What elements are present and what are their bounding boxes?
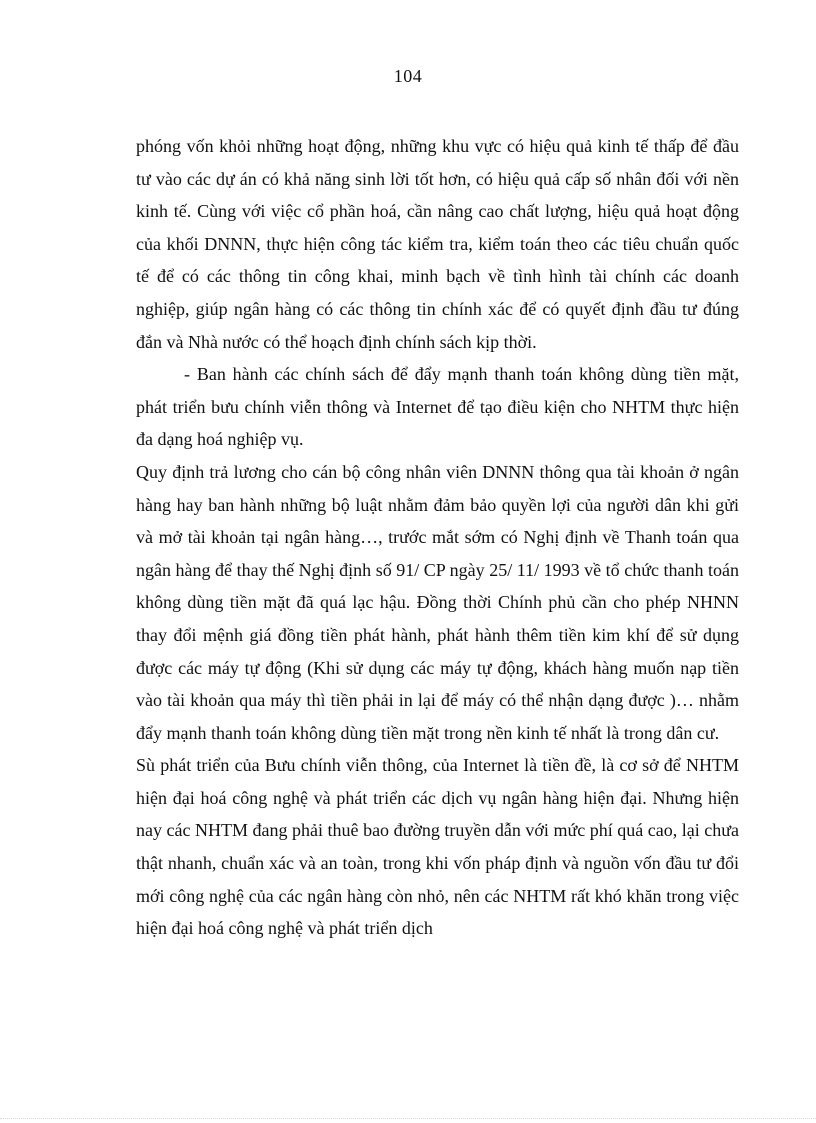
page-number: 104 <box>393 66 423 86</box>
paragraph-salary-regulation: Quy định trả lương cho cán bộ công nhân viên DNNN thông qua tài khoản ở ngân hàng hay ban hành những bộ luật nhằm đảm bảo quyền lợi của người dân khi gửi và mở tài khoản tại ngân hàng…, trước mắt sớm có Nghị định về Thanh toán qua ngân hàng để thay thế Nghị định số 91/ CP ngày 25/ 11/ 1993 về tổ chức thanh toán không dùng tiền mặt đã quá lạc hậu. Đồng thời Chính phủ cần cho phép NHNN thay đổi mệnh giá đồng tiền phát hành, phát hành thêm tiền kim khí để sử dụng được các máy tự động (Khi sử dụng các máy tự động, khách hàng muốn nạp tiền vào tài khoản qua máy thì tiền phải in lại để máy có thể nhận dạng được )… nhằm đẩy mạnh thanh toán không dùng tiền mặt trong nền kinh tế nhất là trong dân cư. <box>136 461 739 743</box>
paragraph-telecom-development: Sù phát triển của Bưu chính viễn thông, của Internet là tiền đề, là cơ sở để NHTM hiện đại hoá công nghệ và phát triển các dịch vụ ngân hàng hiện đại. Nhưng hiện nay các NHTM đang phải thuê bao đường truyền dẫn với mức phí quá cao, lại chưa thật nhanh, chuẩn xác và an toàn, trong khi vốn pháp định và nguồn vốn đầu tư đổi mới công nghệ của các ngân hàng còn nhỏ, nên các NHTM rất khó khăn trong việc hiện đại hoá công nghệ và phát triển dịch <box>136 755 739 939</box>
paragraph-continuation: phóng vốn khỏi những hoạt động, những khu vực có hiệu quả kinh tế thấp để đầu tư vào các dự án có khả năng sinh lời tốt hơn, có hiệu quả cấp số nhân đối với nền kinh tế. Cùng với việc cổ phần hoá, cần nâng cao chất lượng, hiệu quả hoạt động của khối DNNN, thực hiện công tác kiểm tra, kiểm toán theo các tiêu chuẩn quốc tế để có các thông tin công khai, minh bạch về tình hình tài chính các doanh nghiệp, giúp ngân hàng có các thông tin chính xác để có quyết định đầu tư đúng đắn và Nhà nước có thể hoạch định chính sách kịp thời. <box>136 136 739 352</box>
page-bottom-divider <box>0 1118 816 1119</box>
document-body <box>136 130 739 945</box>
paragraph-policy-item: - Ban hành các chính sách để đẩy mạnh thanh toán không dùng tiền mặt, phát triển bưu chính viễn thông và Internet để tạo điều kiện cho NHTM thực hiện đa dạng hoá nghiệp vụ. <box>136 364 739 450</box>
